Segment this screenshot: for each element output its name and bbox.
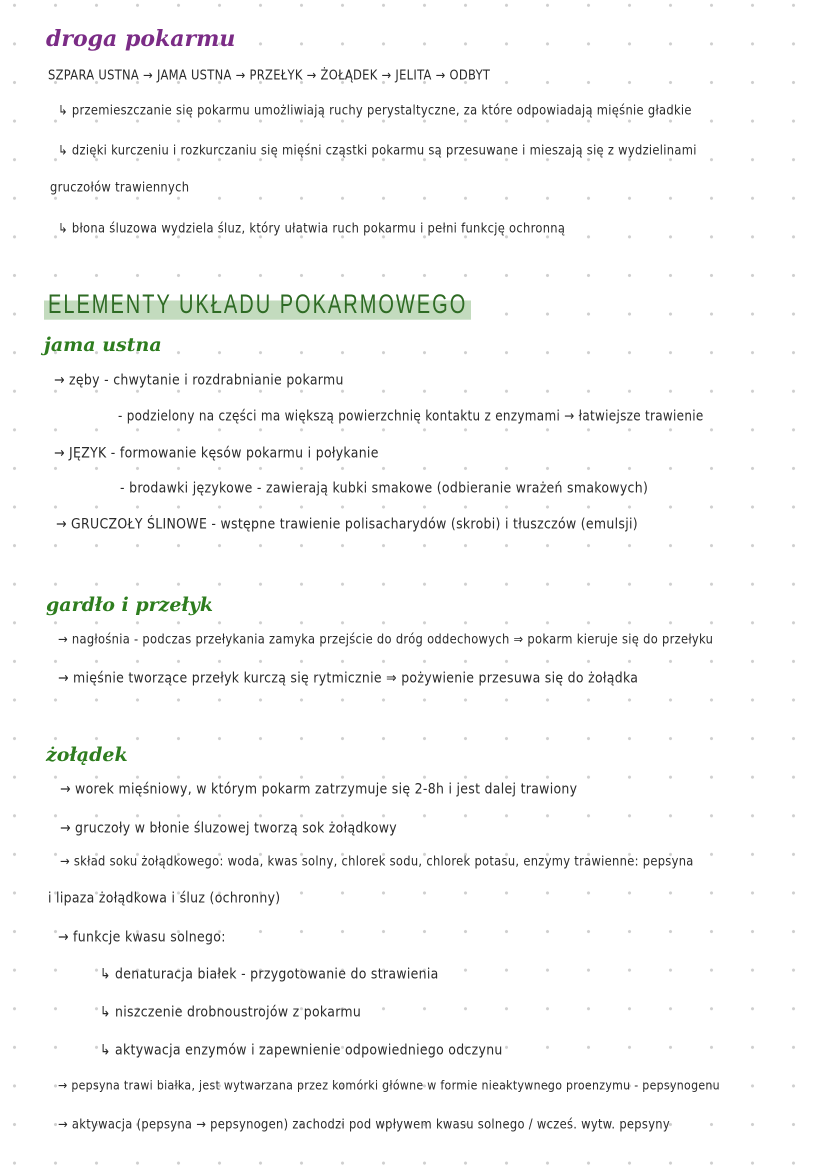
subtitle-zoladek: żołądek: [46, 744, 128, 766]
note-line: → skład soku żołądkowego: woda, kwas solny, chlorek sodu, chlorek potasu, enzymy trawienne: pepsyna: [60, 852, 694, 870]
heading-text: ELEMENTY UKŁADU POKARMOWEGO: [44, 290, 471, 320]
subtitle-jama-ustna: jama ustna: [44, 334, 162, 356]
note-line: → pepsyna trawi białka, jest wytwarzana przez komórki główne w formie nieaktywnego proenzymu - pepsynogenu: [58, 1078, 720, 1093]
note-line: ↳ aktywacja enzymów i zapewnienie odpowiedniego odczynu: [100, 1040, 503, 1059]
note-line: ↳ niszczenie drobnoustrojów z pokarmu: [100, 1002, 362, 1021]
note-line: ↳ błona śluzowa wydziela śluz, który ułatwia ruch pokarmu i pełni funkcję ochronną: [58, 219, 566, 237]
note-line: → nagłośnia - podczas przełykania zamyka przejście do dróg oddechowych ⇒ pokarm kieruje się do przełyku: [58, 630, 714, 648]
note-line: → JĘZYK - formowanie kęsów pokarmu i połykanie: [54, 443, 379, 462]
note-line: → GRUCZOŁY ŚLINOWE - wstępne trawienie polisacharydów (skrobi) i tłuszczów (emulsji): [56, 514, 638, 533]
note-line: ↳ dzięki kurczeniu i rozkurczaniu się mięśni cząstki pokarmu są przesuwane i mieszają się z wydzielinami: [58, 141, 697, 159]
note-line: - brodawki językowe - zawierają kubki smakowe (odbieranie wrażeń smakowych): [120, 478, 649, 497]
note-line: → aktywacja (pepsyna → pepsynogen) zachodzi pod wpływem kwasu solnego / wcześ. wytw. pepsyny: [58, 1115, 670, 1133]
note-line: → gruczoły w błonie śluzowej tworzą sok żołądkowy: [60, 818, 397, 837]
note-line: - podzielony na części ma większą powierzchnię kontaktu z enzymami → łatwiejsze trawienie: [118, 407, 704, 425]
subtitle-gardlo-przelyk: gardło i przełyk: [46, 594, 214, 616]
note-line: → mięśnie tworzące przełyk kurczą się rytmicznie ⇒ pożywienie przesuwa się do żołądka: [58, 668, 639, 687]
note-line: → zęby - chwytanie i rozdrabnianie pokarmu: [54, 370, 344, 389]
note-line: i lipaza żołądkowa i śluz (ochronny): [48, 888, 281, 907]
note-line: ↳ denaturacja białek - przygotowanie do strawienia: [100, 964, 439, 983]
note-line: ↳ przemieszczanie się pokarmu umożliwiają ruchy perystaltyczne, za które odpowiadają mięśnie gładkie: [58, 101, 692, 119]
note-line: SZPARA USTNA → JAMA USTNA → PRZEŁYK → ŻOŁĄDEK → JELITA → ODBYT: [48, 66, 491, 84]
note-line: → funkcje kwasu solnego:: [58, 927, 226, 946]
note-line: → worek mięśniowy, w którym pokarm zatrzymuje się 2-8h i jest dalej trawiony: [60, 779, 578, 798]
title-droga-pokarmu: droga pokarmu: [46, 26, 236, 52]
note-line: gruczołów trawiennych: [50, 178, 190, 196]
section-heading: [44, 290, 471, 321]
